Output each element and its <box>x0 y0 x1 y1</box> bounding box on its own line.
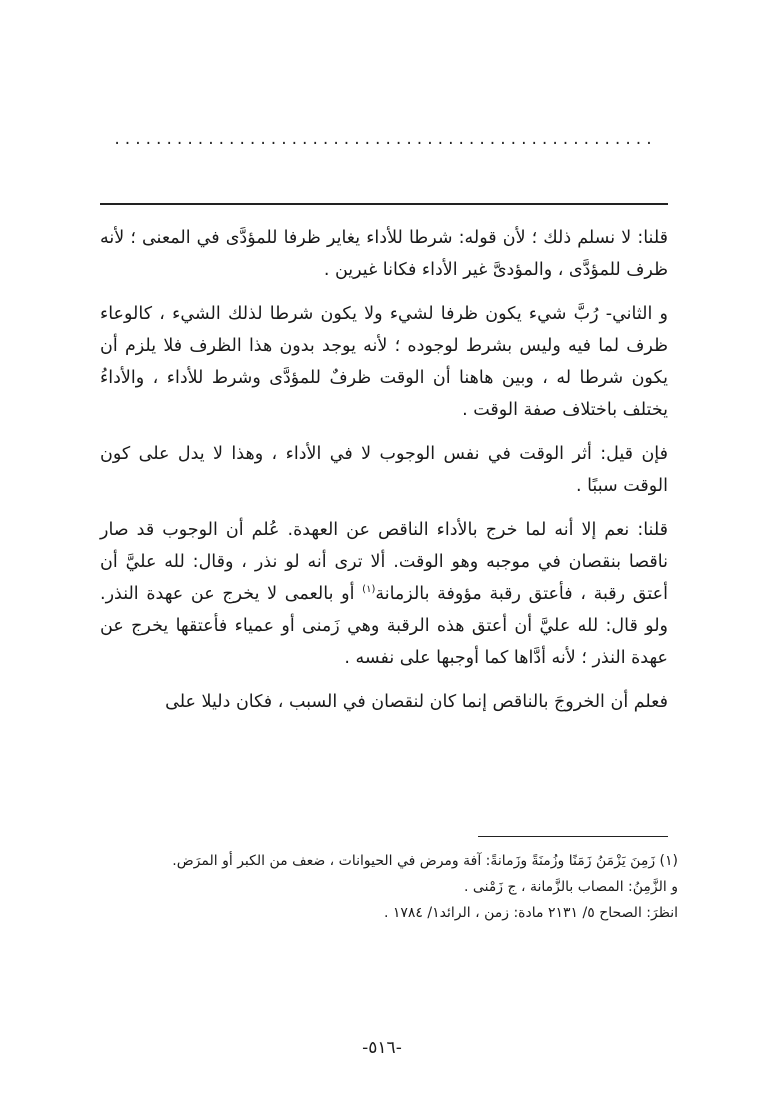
paragraph-3: فإن قيل: أثر الوقت في نفس الوجوب لا في الأداء ، وهذا لا يدل على كون الوقت سببًا . <box>100 444 668 496</box>
paragraph-4-part-1: قلنا: نعم إلا أنه لما خرج بالأداء الناقص عن العهدة. عُلم أن الوجوب قد صار ناقصا بنقصان في موجبه وهو الوقت. ألا ترى أنه لو نذر ، وقال: لله عليَّ أن أعتق رقبة ، فأعتق رقبة مؤوفة بالزمانة <box>100 520 668 604</box>
footnote-rule <box>478 836 668 837</box>
paragraph-2: و الثاني- رُبَّ شيء يكون ظرفا لشيء ولا يكون شرطا لذلك الشيء ، كالوعاء ظرف لما فيه وليس بشرط لوجوده ؛ لأنه يوجد بدون هذا الظرف فلا يلزم أن يكون شرطا له ، وبين هاهنا أن الوقت ظرفٌ للمؤدَّى وشرط للأداء ، والأداءُ يختلف باختلاف صفة الوقت . <box>100 304 668 420</box>
page-number: -٥١٦- <box>362 1038 402 1058</box>
paragraph-5: فعلم أن الخروجَ بالناقص إنما كان لنقصان في السبب ، فكان دليلا على <box>165 692 668 712</box>
footnote-line-3: انظرَ: الصحاح ٥/ ٢١٣١ مادة: زمن ، الرائد١/ ١٧٨٤ . <box>383 905 678 921</box>
footnote-line-2: و الزَّمِنُ: المصاب بالزَّمانة ، ج زَمْنى . <box>464 879 678 895</box>
top-rule <box>100 203 668 205</box>
body-text <box>100 222 668 730</box>
paragraph-4 <box>100 514 668 674</box>
footnote-line-1: (١) زَمِنَ يَزْمَنُ زَمَنًا وزُمنَةً وزَمانةً: آفة ومرض في الحيوانات ، ضعف من الكبر أو المرَض. <box>172 853 678 869</box>
footnote <box>100 848 678 926</box>
footnote-marker[interactable]: (١) <box>362 584 376 596</box>
paragraph-4-part-2: أو بالعمى لا يخرج عن عهدة النذر. ولو قال: لله عليَّ أن أعتق هذه الرقبة وهي زَمنى أو عمياء فأعتقها يخرج عن عهدة النذر ؛ لأنه أدَّاها كما أوجبها على نفسه . <box>100 584 668 668</box>
paragraph-1: قلنا: لا نسلم ذلك ؛ لأن قوله: شرطا للأداء يغاير ظرفا للمؤدَّى في المعنى ؛ لأنه ظرف للمؤدَّى ، والمؤدىَّ غير الأداء فكانا غيرين . <box>100 228 668 280</box>
header-dotted-line: .................................................... <box>112 132 656 148</box>
